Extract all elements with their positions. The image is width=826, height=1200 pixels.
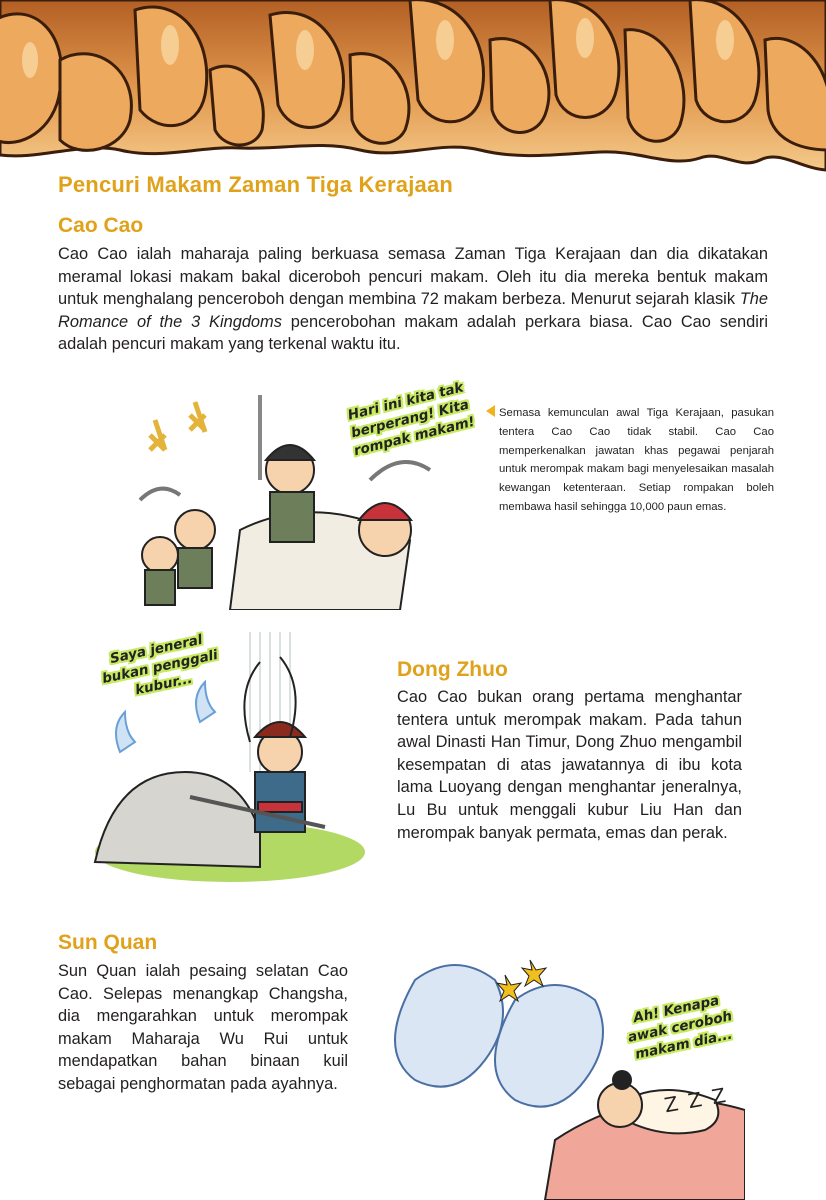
section-heading-sun-quan: Sun Quan <box>58 931 158 954</box>
section-heading-cao-cao: Cao Cao <box>58 214 144 237</box>
cao-cao-text-part2: pencerobohan makam adalah perkara biasa. Cao Cao sendiri adalah pencuri makam yang terkenal waktu itu. <box>58 312 768 354</box>
page-title: Pencuri Makam Zaman Tiga Kerajaan <box>58 172 454 197</box>
sun-quan-ghost-illustration <box>375 940 745 1200</box>
caption-pointer-icon <box>486 405 495 417</box>
sun-quan-paragraph: Sun Quan ialah pesaing selatan Cao Cao. Selepas menangkap Changsha, dia mengarahkan untuk merompak makam Maharaja Wu Rui untuk mendapatkan bahan binaan kuil sebagai penghormatan pada ayahnya. <box>58 962 348 1093</box>
cao-cao-paragraph <box>58 243 768 356</box>
cao-cao-caption: Semasa kemunculan awal Tiga Kerajaan, pasukan tentera Cao Cao tidak stabil. Cao Cao memperkenalkan jawatan khas pegawai penjarah untuk merompak makam bagi menyelesaikan masalah kewangan ketenteraan. Setiap rompakan boleh membawa hasil sehingga 10,000 paun emas. <box>499 407 774 513</box>
dong-zhuo-paragraph: Cao Cao bukan orang pertama menghantar tentera untuk merompak makam. Pada tahun awal Dinasti Han Timur, Dong Zhuo mengambil kesempatan di atas jawatannya di ibu kota lama Luoyang dengan menghantar jeneralnya, Lu Bu untuk menggali kubur Liu Han dan merompak banyak permata, emas dan perak. <box>397 688 742 842</box>
sleep-sound: Z Z Z <box>662 1082 730 1118</box>
dong-zhuo-speech-bubble: Saya jeneral bukan penggali kubur... <box>100 631 220 699</box>
cao-cao-speech-bubble: Hari ini kita tak berperang! Kita rompak makam! <box>346 379 477 460</box>
cao-cao-text-part1: Cao Cao ialah maharaja paling berkuasa semasa Zaman Tiga Kerajaan dan dia dikatakan meramal lokasi makam bakal diceroboh pencuri makam. Oleh itu dia mereka bentuk makam untuk menghalang penceroboh dengan membina 72 makam berbeza. Menurut sejarah klasik <box>58 245 768 309</box>
sun-quan-speech-bubble: Ah! Kenapa awak ceroboh makam dia... <box>626 992 734 1063</box>
section-heading-dong-zhuo: Dong Zhuo <box>397 658 508 681</box>
cave-header-illustration <box>0 0 826 200</box>
book-title: The Romance of the 3 Kingdoms <box>58 290 768 331</box>
